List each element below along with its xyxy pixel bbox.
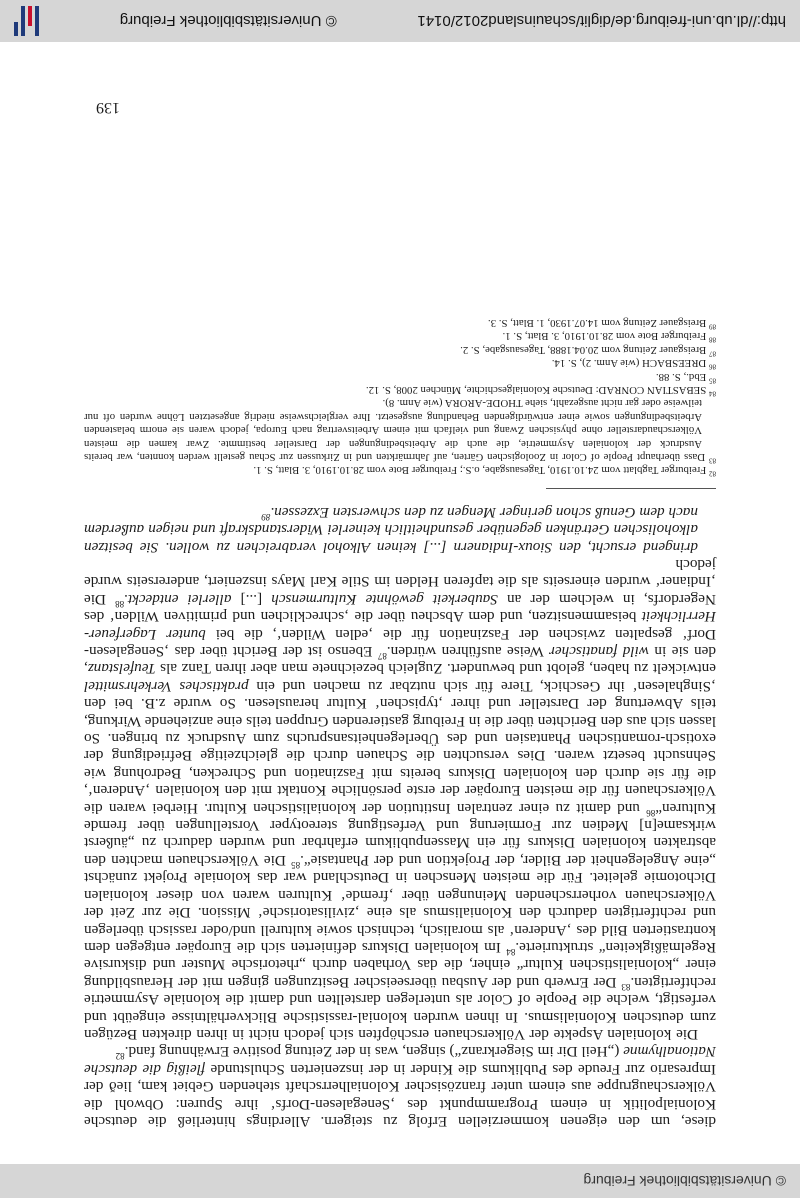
footnote-87: $^{87}$ Breisgauer Zeitung vom 20.04.1888, Tagesausgabe, S. 2.: [460, 343, 716, 358]
footnote-88: $^{88}$ Freiburger Bote vom 28.10.1910, 3. Blatt, S. 1.: [502, 330, 716, 344]
footnote-85: $^{85}$ Ebd., S. 88.: [655, 370, 716, 385]
footnote-ref-87[interactable]: 87: [377, 651, 387, 662]
copyright-text: © Universitätsbibliothek Freiburg: [119, 12, 337, 30]
top-banner-text: © Universitätsbibliothek Freiburg: [583, 1173, 786, 1189]
footnote-ref-88[interactable]: 88: [115, 598, 125, 609]
url-link[interactable]: http://dl.ub.uni-freiburg.de/diglit/schauinsland2012/0141: [417, 12, 786, 30]
paragraph-2: Die kolonialen Aspekte der Völkerschauen erschöpften sich jedoch nicht in ihren direkten Bezügen zum deutschen Kolonialismus. In ihnen wurden kolonial-rassistische Blickverhältnisse eingeübt und verfestigt, welche die People of Color als unterlegen darstellten und damit die koloniale Asymmetrie rechtfertigten.$^{83}$ Der Erwerb und der Ausbau überseeischer Besitzungen gingen mit der Herausbildung einer „kolonialistischen Kultur“ einher, die das Vorhaben durch „rhetorische Muster und diskursive Regelmäßigkeiten“ strukturierte.$^{84}$ Im kolonialen Diskurs definierten sich die Europäer entgegen dem kontrastierten Bild des ‚Anderen‘ als moralisch, technisch sowie kulturell und/oder rassisch überlegen und rechtfertigten dadurch den Kolonialismus als eine ‚zivilisatorische‘ Mission. Die zur Zeit der Völkerschauen vorherrschenden Meinungen über ‚fremde‘ Kulturen waren von dieser kolonialen Dichotomie geleitet. Für die meisten Menschen in Deutschland war das koloniale Projekt zunächst „eine Angelegenheit der Bilder, der Projektion und der Phantasie“.$^{85}$ Die Völkerschauen machten den abstrakten kolonialen Diskurs für ein Massenpublikum erfahrbar und wurden dadurch zu „äußerst wirksame[n] Medien zur Formierung und Verfestigung stereotyper Vorstellungen über fremde Kulturen“$^{86}$ und damit zu einer zentralen Institution der kolonialistischen Kultur. Hierbei waren die Völkerschauen für die meisten Europäer der erste persönliche Kontakt mit den kolonialen ‚Anderen‘, die für sie durch den kolonialen Diskurs bereits mit Faszination und Schrecken, Bedrohung wie Sehnsucht besetzt waren. Dies versuchten die Schauen durch die gleichzeitige Befriedigung der exotisch-romantischen Phantasien und des Überlegenheitsanspruchs zum Ausdruck zu bringen. So lassen sich aus den Berichten über die in Freiburg gastierenden Gruppen teils eine anziehende Wirkung, teils Abwertung der Darsteller und ihrer ‚typischen‘ Kultur herauslesen. So wurde z.B. bei den ‚Singhalesen‘ ihr Geschick, Tiere für sich nutzbar zu machen und ein praktisches Verkehrsmittel entwickelt zu haben, gelobt und bewundert. Zugleich bezeichnete man aber ihren Tanz als Teufelstanz, den sie in wild fanatischer Weise ausführen würden.$^{87}$ Ebenso ist der Bericht über das ‚Senegalesen-Dorf‘ gespalten zwischen der Faszination für die ‚edlen Wilden‘, die bei bunter Lagerfeuer-Herrlichkeit beisammensitzen, und dem Abscheu über die ‚schrecklichen und primitiven Wilden‘ des Negerdorfs, in welchem der an Sauberkeit gewöhnte Kulturmensch [...] allerlei entdeckt.$^{88}$ Die ‚Indianer‘ wurden einerseits als die tapferen Helden im Stile Karl Mays inszeniert, andererseits wurde jedoch: [83, 556, 716, 1043]
footnote-ref-82[interactable]: 82: [115, 1051, 125, 1062]
footnote-ref-89[interactable]: 89: [261, 511, 271, 522]
bottom-banner: [0, 0, 800, 42]
footnote-ref-85[interactable]: 85: [291, 859, 301, 870]
footnotes: [84, 316, 716, 477]
university-logo-icon: [14, 6, 39, 36]
quote-block: dringend ersucht, den Sioux-Indianern [...] keinen Alkohol verabreichen zu wollen. Sie besitzen alkoholischen Getränken gegenüber gesundheitlich keinerlei Widerstandskraft und neigen außerdem nach dem Genuß schon geringer Mengen zu den schwersten Exzessen.$^{89}$: [84, 503, 698, 556]
footnote-84: $^{84}$ SEBASTIAN CONRAD: Deutsche Kolonialgeschichte, München 2008, S. 12.: [365, 383, 716, 398]
footnote-ref-83[interactable]: 83: [621, 981, 631, 992]
footnote-ref-84[interactable]: 84: [506, 947, 516, 957]
paragraph-1: diese, um den eigenen kommerziellen Erfolg zu steigern. Allerdings hinterließ die deutsche Kolonialpolitik in einem Programmpunkt des ‚Senegalesen-Dorfs‘ ihre Spuren: Obwohl die Völkerschaugruppe aus einem unter französischer Kolonialherrschaft stehenden Gebiet kam, lieð der Impresario zur Freude des Publikums die Kinder in der inszenierten Schulstunde fleißig die deutsche Nationalhymne („Heil Dir im Siegerkranz“) singen, was in der Zeitung positive Erwähnung fand.$^{82}$: [84, 1043, 716, 1130]
footnote-82: $^{82}$ Freiburger Tagblatt vom 24.10.1910, Tagesausgabe, o.S.; Freiburger Bote vom 28.10.1910, 3. Blatt, S. 1.: [253, 464, 716, 478]
footnote-86: $^{86}$ DREESBACH (wie Anm. 2), S. 14.: [551, 357, 716, 371]
footnote-ref-86[interactable]: 86: [646, 807, 656, 818]
footnote-89: $^{89}$ Breisgauer Zeitung vom 14.07.1930, 1. Blatt, S. 3.: [487, 316, 716, 331]
page-number: 139: [96, 99, 120, 116]
footnote-divider: [546, 488, 716, 489]
footnote-83: $^{83}$ Dass überhaupt People of Color in Zoologischen Gärten, auf Jahrmärkten und in Zirkussen zur Schau gestellt werden konnten, war bereits Ausdruck der kolonialen Asymmetrie, die auch die Arbeitsbedingungen der Darsteller bestimmte. Zwar kamen die meisten Völkerschaudarsteller ohne physischen Zwang und vielfach mit einem Arbeitsvertrag nach Europa, jedoch waren sie enorm belastenden Arbeitsbedingungen sowie einer entwürdigenden Behandlung ausgesetzt. Ihre vergleichsweise niedrig angesetzten Löhne wurden oft nur teilweise oder gar nicht ausgezahlt, siehe THODE-ARORA (wie Anm. 8).: [84, 397, 716, 465]
page-body: [84, 316, 716, 1131]
top-banner: [0, 1164, 800, 1198]
